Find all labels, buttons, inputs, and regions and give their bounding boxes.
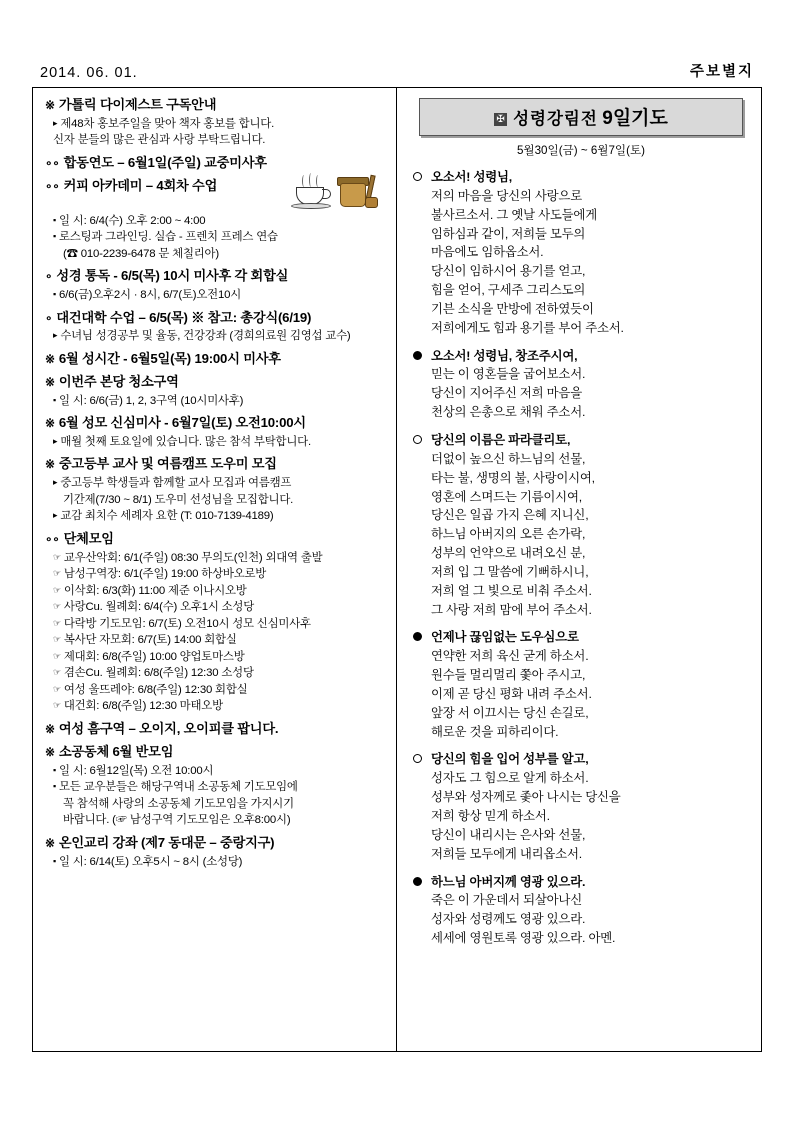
prayer-line: 해로운 것을 피하리이다. — [431, 724, 559, 739]
section-heading — [45, 455, 386, 473]
open-circle-icon — [413, 435, 422, 444]
notice-line-text: 기간제(7/30 ~ 8/1) 도우미 선성님을 모집합니다. — [63, 493, 294, 506]
notice-line — [53, 779, 386, 796]
section-heading-text: 단체모임 — [63, 530, 114, 546]
notice-line-text: 교감 최치수 세례자 요한 (T: 010-7139-4189) — [60, 510, 274, 523]
section-marker-icon: ∘ — [45, 310, 53, 325]
bullet-icon: ▪ — [53, 214, 56, 225]
notice-line — [53, 632, 386, 649]
prayer-line: 이제 곧 당신 평화 내려 주소서. — [431, 686, 592, 701]
notice-line-text: 여성 울뜨레야: 6/8(주일) 12:30 회합실 — [63, 683, 248, 696]
cup-icon — [296, 187, 324, 205]
prayer-line: 연약한 저희 육신 굳게 하소서. — [431, 649, 589, 664]
bullet-icon: ▪ — [53, 764, 56, 775]
notice-line-text: 제48차 홍보주일을 맞아 책자 홍보를 합니다. — [60, 117, 275, 130]
notice-line-text: 모든 교우분들은 해당구역내 소공동체 기도모임에 — [59, 781, 298, 794]
prayer-stanza — [411, 873, 751, 948]
section-marker-icon: ※ — [45, 416, 55, 431]
notice-line-text: 일 시: 6/14(토) 오후5시 ~ 8시 (소성당) — [59, 855, 243, 868]
notice-line-text: 신자 분들의 많은 관심과 사랑 부탁드립니다. — [53, 134, 266, 147]
bullet-icon: ▪ — [53, 855, 56, 866]
prayer-title-banner — [419, 98, 743, 136]
bullet-icon: ☞ — [53, 617, 61, 628]
bullet-icon: ▸ — [53, 117, 58, 128]
prayer-line: 성부와 성자께로 좇아 나시는 당신을 — [431, 790, 621, 805]
prayer-line: 저희 입 그 말씀에 기뻐하시니, — [431, 564, 589, 579]
notice-section-teacher-recruit — [45, 455, 386, 524]
section-marker-icon: ∘∘ — [45, 155, 60, 170]
notice-line-text: 남성구역장: 6/1(주일) 19:00 하상바오로방 — [63, 568, 267, 581]
prayer-line: 죽은 이 가운데서 되살아나신 — [431, 893, 582, 908]
section-marker-icon: ※ — [45, 457, 55, 472]
prayer-line: 타는 불, 생명의 불, 사랑이시여, — [431, 470, 595, 485]
section-heading — [45, 720, 386, 738]
notice-line — [53, 649, 386, 666]
section-heading — [45, 373, 386, 391]
prayer-line: 하느님 아버지의 오른 손가락, — [431, 527, 586, 542]
section-heading-text: 6월 성시간 - 6월5일(목) 19:00시 미사후 — [58, 350, 281, 366]
bullet-icon: ☞ — [53, 650, 61, 661]
prayer-line: 하느님 아버지께 영광 있으라. — [431, 874, 586, 889]
prayer-line: 당신의 이름은 파라클리토, — [431, 432, 571, 447]
heading-text-wrap — [45, 177, 290, 197]
prayer-line: 더없이 높으신 하느님의 선물, — [431, 451, 586, 466]
section-heading — [45, 177, 290, 195]
section-marker-icon: ※ — [45, 98, 55, 112]
bullet-icon: ☞ — [53, 568, 61, 579]
notice-section-sogongdongche — [45, 743, 386, 829]
notice-section-coffee-academy — [45, 177, 386, 263]
section-heading — [45, 267, 386, 285]
notice-line — [53, 508, 386, 525]
bullet-icon: ☞ — [53, 551, 61, 562]
prayer-stanza — [411, 750, 751, 863]
section-marker-icon: ∘∘ — [45, 531, 60, 546]
bullet-icon: ▸ — [53, 510, 58, 521]
notice-section-june-sincheom — [45, 414, 386, 450]
notice-line-text: 다락방 기도모임: 6/7(토) 오전10시 성모 신심미사후 — [63, 617, 311, 630]
section-marker-icon: ※ — [45, 722, 55, 736]
prayer-stanza — [411, 168, 751, 338]
notice-line-text: 매월 첫째 토요일에 있습니다. 많은 참석 부탁합니다. — [60, 435, 311, 448]
notice-line — [53, 682, 386, 699]
prayer-line: 세세에 영원토록 영광 있으라. 아멘. — [431, 931, 616, 946]
filled-circle-icon — [413, 877, 422, 886]
notice-line — [53, 550, 386, 567]
bullet-icon: ▪ — [53, 231, 56, 242]
section-marker-icon: ※ — [45, 351, 55, 366]
section-marker-icon: ※ — [45, 744, 55, 759]
prayer-line: 당신이 임하시어 용기를 얻고, — [431, 264, 586, 279]
bullet-icon: ▪ — [53, 781, 56, 792]
prayer-line: 마음에도 임하옵소서. — [431, 245, 544, 260]
section-heading-text: 온인교리 강좌 (제7 동대문 – 중랑지구) — [58, 834, 275, 850]
prayer-stanza — [411, 628, 751, 741]
notice-line — [63, 812, 386, 829]
notice-line-text: 꼭 참석해 사랑의 소공동체 기도모임을 가지시기 — [63, 797, 294, 810]
section-heading-text: 성경 통독 - 6/5(목) 10시 미사후 각 회합실 — [56, 268, 289, 284]
prayer-line: 임하심과 같이, 저희들 모두의 — [431, 226, 586, 241]
notice-line — [53, 287, 386, 304]
notice-line — [53, 393, 386, 410]
prayer-line: 당신의 힘을 입어 성부를 알고, — [431, 752, 589, 767]
prayer-line: 앞장 서 이끄시는 당신 손길로, — [431, 705, 589, 720]
honey-dipper-head-icon — [365, 197, 378, 208]
prayer-line: 원수들 멀리멀리 쫓아 주시고, — [431, 668, 586, 683]
notice-line — [53, 763, 386, 780]
prayer-line: 기븐 소식을 만방에 전하였듯이 — [431, 301, 594, 316]
left-column — [33, 88, 397, 1051]
section-heading-text: 대건대학 수업 – 6/5(목) ※ 참고: 총강식(6/19) — [56, 309, 312, 325]
bullet-icon: ☞ — [53, 700, 61, 711]
notice-line-text: 겸손Cu. 월례회: 6/8(주일) 12:30 소성당 — [63, 667, 254, 680]
steam-icon — [302, 175, 306, 187]
notice-line — [63, 492, 386, 509]
section-heading — [45, 309, 386, 327]
notice-line — [53, 698, 386, 715]
notice-section-cleaning-zone — [45, 373, 386, 409]
section-marker-icon: ※ — [45, 835, 55, 850]
notice-line-text: 사랑Cu. 월례회: 6/4(수) 오후1시 소성당 — [63, 601, 255, 614]
prayer-line: 성부의 언약으로 내려오신 분, — [431, 546, 586, 561]
notice-line — [53, 132, 386, 149]
notice-line-text: (☎ 010-2239-6478 문 체칠리아) — [63, 247, 219, 260]
steam-icon — [316, 175, 320, 187]
prayer-line: 저희에게도 힘과 용기를 부어 주소서. — [431, 320, 624, 335]
notice-line-text: 복사단 자모회: 6/7(토) 14:00 회합실 — [63, 634, 237, 647]
notice-line-text: 교우산악회: 6/1(주일) 08:30 무의도(인천) 외대역 출발 — [63, 551, 323, 564]
prayer-line: 언제나 끊임없는 도우심으로 — [431, 630, 579, 645]
bullet-icon: ☞ — [53, 634, 61, 645]
bullet-icon: ▸ — [53, 435, 58, 446]
prayer-period: 5월30일(금) ~ 6월7일(토) — [516, 144, 646, 157]
prayer-line: 당신이 내리시는 은사와 선물, — [431, 827, 586, 842]
bullet-icon: ☞ — [53, 667, 61, 678]
notice-line-text: 일 시: 6월12일(목) 오전 10:00시 — [59, 764, 214, 777]
notice-line-text: 6/6(금)오후2시 · 8시, 6/7(토)오전10시 — [59, 289, 242, 302]
section-heading — [45, 414, 386, 432]
prayer-line: 저의 마음을 당신의 사랑으로 — [431, 188, 582, 203]
prayer-line: 불사르소서. 그 옛날 사도들에게 — [431, 207, 597, 222]
prayer-line: 영혼에 스며드는 기름이시여, — [431, 489, 582, 504]
notice-section-group-meetings — [45, 530, 386, 715]
content-frame — [32, 87, 762, 1052]
notice-line-text: 일 시: 6/4(수) 오후 2:00 ~ 4:00 — [59, 214, 206, 227]
section-heading — [45, 350, 386, 368]
notice-line — [53, 665, 386, 682]
notice-line — [53, 434, 386, 451]
prayer-line: 힘을 얻어, 구세주 그리스도의 — [431, 283, 586, 298]
notice-line — [53, 229, 386, 246]
section-heading — [45, 530, 386, 548]
filled-circle-icon — [413, 632, 422, 641]
notice-section-daegeon-univ — [45, 309, 386, 345]
prayer-line: 그 사랑 저희 맘에 부어 주소서. — [431, 602, 592, 617]
prayer-title: 성령강림전 — [513, 110, 598, 128]
bullet-icon: ▸ — [53, 477, 58, 488]
heading-with-illustration — [45, 177, 386, 213]
right-column — [397, 88, 761, 1051]
notice-section-women-zone — [45, 720, 386, 738]
prayer-line: 천상의 은총으로 채워 주소서. — [431, 405, 586, 420]
notice-line — [63, 246, 386, 263]
notice-section-bible-tongdok — [45, 267, 386, 303]
section-heading-text: 중고등부 교사 및 여름캠프 도우미 모집 — [58, 456, 277, 472]
section-heading — [45, 154, 386, 172]
page-header — [32, 60, 762, 87]
notice-line-text: 일 시: 6/6(금) 1, 2, 3구역 (10시미사후) — [59, 394, 244, 407]
coffee-cup-icon — [294, 173, 386, 213]
prayer-line: 저희들 모두에게 내리옵소서. — [431, 846, 582, 861]
steam-icon — [309, 173, 313, 187]
prayer-line: 당신이 지어주신 저희 마음을 — [431, 386, 582, 401]
prayer-stanza — [411, 431, 751, 619]
section-heading-text: 합동연도 – 6월1일(주일) 교중미사후 — [63, 154, 267, 170]
open-circle-icon — [413, 172, 422, 181]
section-heading — [45, 743, 386, 761]
section-heading-text: 가톨릭 다이제스트 구독안내 — [58, 97, 217, 112]
bullet-icon: ☞ — [53, 683, 61, 694]
bullet-icon: ☞ — [53, 584, 61, 595]
prayer-line: 성자도 그 힘으로 알게 하소서. — [431, 771, 589, 786]
notice-section-june-mass-time — [45, 350, 386, 368]
notice-line — [63, 796, 386, 813]
notice-line-text: 중고등부 학생들과 함께할 교사 모집과 여름캠프 — [60, 477, 292, 490]
notice-line-text: 바랍니다. (☞ 남성구역 기도모임은 오후8:00시) — [63, 814, 291, 827]
section-heading-text: 6월 성모 신심미사 - 6월7일(토) 오전10:00시 — [58, 415, 306, 431]
notice-line-text: 대건회: 6/8(주일) 12:30 마태오방 — [63, 700, 223, 713]
notice-line — [53, 566, 386, 583]
bulletin-date: 2014. 06. 01. — [40, 65, 138, 81]
section-heading-text: 커피 아카데미 – 4회차 수업 — [63, 177, 218, 193]
bullet-icon: ☞ — [53, 601, 61, 612]
prayer-line: 저희 항상 믿게 하소서. — [431, 809, 550, 823]
notice-section-hapdong — [45, 154, 386, 172]
notice-line — [53, 599, 386, 616]
notice-line-text: 이삭회: 6/3(화) 11:00 제준 이나시오방 — [63, 584, 247, 597]
notice-line — [53, 328, 386, 345]
section-marker-icon: ※ — [45, 374, 55, 389]
notice-line-text: 로스팅과 그라인딩. 실습 - 프렌치 프레스 연습 — [59, 231, 278, 244]
section-marker-icon: ∘∘ — [45, 178, 60, 193]
notice-section-onin-lecture — [45, 834, 386, 870]
page-title: 주보별지 — [689, 64, 754, 80]
honey-jar-icon — [340, 183, 366, 207]
bullet-icon: ▪ — [53, 394, 56, 405]
section-heading-text: 소공동체 6월 반모임 — [58, 743, 174, 759]
section-heading-text: 이번주 본당 청소구역 — [58, 373, 179, 389]
prayer-line: 오소서! 성령님, — [431, 170, 513, 184]
prayer-title-number: 9일기도 — [602, 108, 668, 129]
prayer-line: 저희 얼 그 빛으로 비춰 주소서. — [431, 583, 592, 598]
notice-line-text: 수녀님 성경공부 및 율동, 건강강좌 (경희의료원 김영섭 교수) — [60, 330, 351, 343]
prayer-line: 당신은 일곱 가지 은혜 지니신, — [431, 508, 589, 523]
cross-icon: ✠ — [494, 113, 507, 126]
saucer-icon — [291, 203, 331, 209]
notice-line — [53, 854, 386, 871]
section-heading — [45, 834, 386, 852]
notice-section-digest — [45, 96, 386, 149]
notice-line-text: 제대회: 6/8(주일) 10:00 양업토마스방 — [63, 650, 245, 663]
filled-circle-icon — [413, 351, 422, 360]
open-circle-icon — [413, 754, 422, 763]
prayer-line: 성자와 성령께도 영광 있으라. — [431, 912, 586, 927]
notice-line — [53, 116, 386, 133]
prayer-line: 믿는 이 영혼들을 굽어보소서. — [431, 367, 586, 382]
bullet-icon: ▸ — [53, 330, 58, 341]
section-heading-text: 여성 흠구역 – 오이지, 오이피클 팝니다. — [58, 721, 279, 736]
section-marker-icon: ∘ — [45, 269, 53, 284]
prayer-stanza — [411, 347, 751, 422]
notice-line — [53, 616, 386, 633]
prayer-line: 오소서! 성령님, 창조주시여, — [431, 348, 578, 363]
bullet-icon: ▪ — [53, 289, 56, 300]
notice-line — [53, 583, 386, 600]
notice-line — [53, 475, 386, 492]
notice-line — [53, 213, 386, 230]
section-heading — [45, 96, 386, 114]
